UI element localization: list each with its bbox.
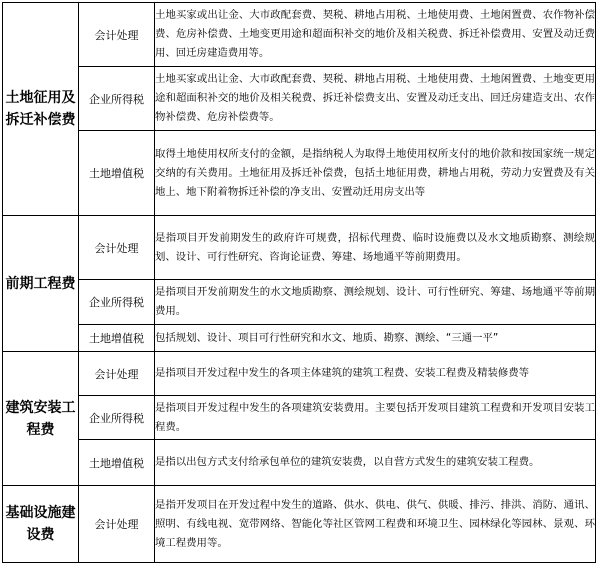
category-cell: 基础设施建设费 (3, 486, 79, 563)
treatment-type-cell: 企业所得税 (79, 67, 155, 131)
treatment-type-cell: 会计处理 (79, 216, 155, 280)
treatment-type-cell: 土地增值税 (79, 440, 155, 486)
treatment-type-cell: 会计处理 (79, 486, 155, 563)
description-cell: 是指项目开发前期发生的水文地质勘察、测绘规划、设计、可行性研究、筹建、场地通平等前期费用。 (155, 280, 596, 325)
category-cell: 土地征用及拆迁补偿费 (3, 3, 79, 216)
description-cell: 是指项目开发过程中发生的各项主体建筑的建筑工程费、安装工程费及精装修费等 (155, 352, 596, 396)
treatment-type-cell: 企业所得税 (79, 396, 155, 440)
description-cell: 土地买家或出让金、大市政配套费、契税、耕地占用税、土地使用费、土地闲置费、农作物补偿费、危房补偿费、土地变更用途和超面积补交的地价及相关税费、拆迁补偿费用、安置及动迁费用、回迁房建造费用等。 (155, 3, 596, 67)
table-row (3, 325, 596, 352)
table-row (3, 3, 596, 67)
treatment-type-cell: 企业所得税 (79, 280, 155, 325)
table-row (3, 216, 596, 280)
description-cell: 土地买家或出让金、大市政配套费、契税、耕地占用税、土地使用费、土地闲置费、土地变更用途和超面积补交的地价及相关税费、拆迁补偿费支出、安置及动迁支出、回迁房建造支出、农作物补偿费、危房补偿费等。 (155, 67, 596, 131)
treatment-type-cell: 会计处理 (79, 3, 155, 67)
table-row (3, 440, 596, 486)
table-row (3, 280, 596, 325)
table-row (3, 486, 596, 563)
description-cell: 是指项目开发过程中发生的各项建筑安装费用。主要包括开发项目建筑工程费和开发项目安装工程费。 (155, 396, 596, 440)
description-cell: 是指以出包方式支付给承包单位的建筑安装费，以自营方式发生的建筑安装工程费。 (155, 440, 596, 486)
category-cell: 前期工程费 (3, 216, 79, 352)
cost-comparison-table (2, 2, 596, 563)
table-row (3, 131, 596, 216)
description-cell: 是指开发项目在开发过程中发生的道路、供水、供电、供气、供暖、排污、排洪、消防、通讯、照明、有线电视、宽带网络、智能化等社区管网工程费和环境卫生、园林绿化等园林、景观、环境工程费用等。 (155, 486, 596, 563)
treatment-type-cell: 土地增值税 (79, 131, 155, 216)
description-cell: 取得土地使用权所支付的金额，是指纳税人为取得土地使用权所支付的地价款和按国家统一规定交纳的有关费用。土地征用及拆迁补偿费，包括土地征用费，耕地占用税，劳动力安置费及有关地上、地下附着物拆迁补偿的净支出、安置动迁用房支出等 (155, 131, 596, 216)
treatment-type-cell: 会计处理 (79, 352, 155, 396)
table-row (3, 352, 596, 396)
category-cell: 建筑安装工程费 (3, 352, 79, 486)
description-cell: 是指项目开发前期发生的政府许可规费，招标代理费、临时设施费以及水文地质勘察、测绘规划、设计、可行性研究、咨询论证费、筹建、场地通平等前期费用。 (155, 216, 596, 280)
table-row (3, 396, 596, 440)
description-cell: 包括规划、设计、项目可行性研究和水文、地质、勘察、测绘、“三通一平” (155, 325, 596, 352)
treatment-type-cell: 土地增值税 (79, 325, 155, 352)
table-row (3, 67, 596, 131)
